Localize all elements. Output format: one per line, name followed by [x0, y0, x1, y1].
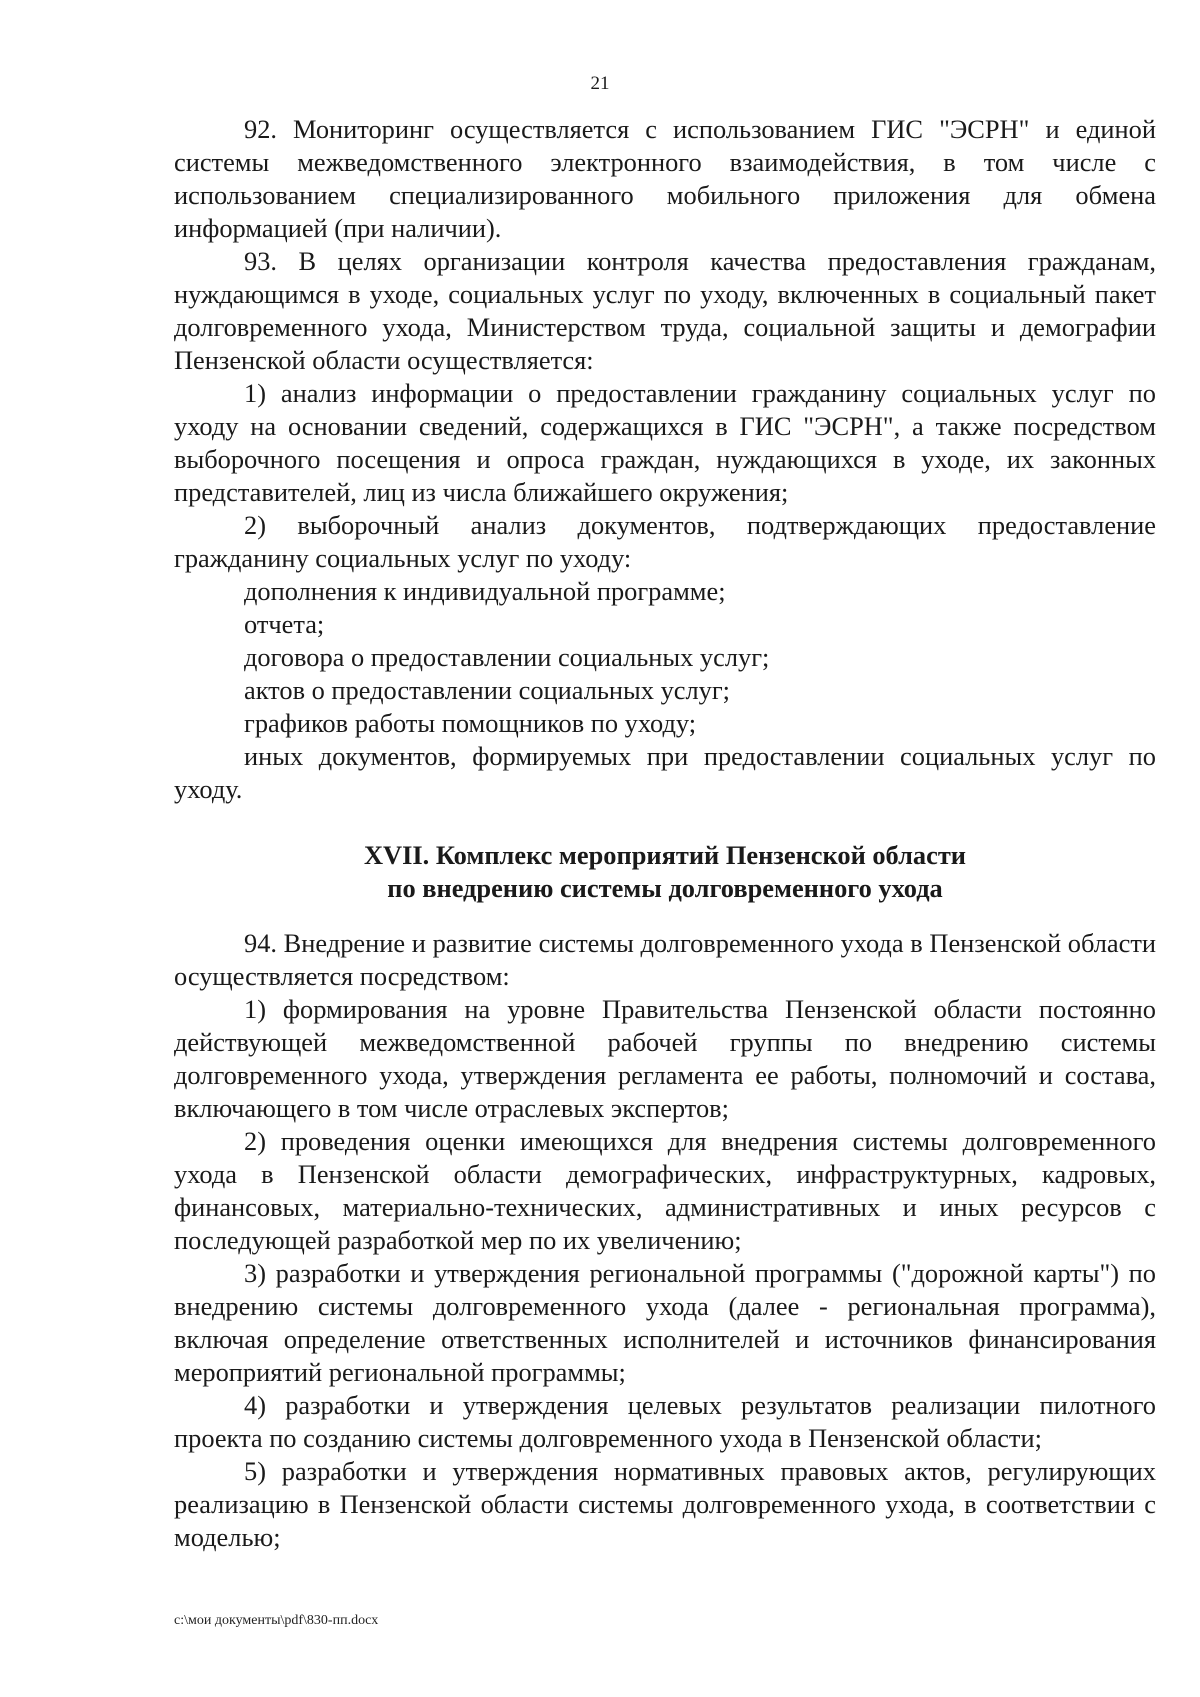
- paragraph-93-item-1: 1) анализ информации о предоставлении гражданину социальных услуг по уходу на основании сведений, содержащихся в ГИС "ЭСРН", а также посредством выборочного посещения и опроса граждан, нуждающихся в уходе, их законных представителей, лиц из числа ближайшего окружения;: [174, 378, 1156, 507]
- list-item: дополнения к индивидуальной программе;: [244, 576, 726, 606]
- page-number: 21: [590, 73, 610, 94]
- paragraph-93: 93. В целях организации контроля качества предоставления гражданам, нуждающимся в уходе, социальных услуг по уходу, включенных в социальный пакет долговременного ухода, Министерством труда, социальной защиты и демографии Пензенской области осуществляется:: [174, 246, 1156, 375]
- list-item: иных документов, формируемых при предоставлении социальных услуг по уходу.: [174, 741, 1156, 804]
- list-item: отчета;: [244, 609, 325, 639]
- paragraph-94-item-1: 1) формирования на уровне Правительства Пензенской области постоянно действующей межведомственной рабочей группы по внедрению системы долговременного ухода, утверждения регламента ее работы, полномочий и состава, включающего в том числе отраслевых экспертов;: [174, 994, 1156, 1123]
- section-heading: [174, 839, 1156, 905]
- paragraph-94: 94. Внедрение и развитие системы долговременного ухода в Пензенской области осуществляется посредством:: [174, 928, 1156, 991]
- paragraph-94-item-2: 2) проведения оценки имеющихся для внедрения системы долговременного ухода в Пензенской области демографических, инфраструктурных, кадровых, финансовых, материально-технических, административных и иных ресурсов с последующей разработкой мер по их увеличению;: [174, 1126, 1156, 1255]
- section-heading-line-2: по внедрению системы долговременного ухода: [387, 873, 943, 903]
- list-item: графиков работы помощников по уходу;: [244, 708, 697, 738]
- paragraph-94-item-4: 4) разработки и утверждения целевых результатов реализации пилотного проекта по созданию системы долговременного ухода в Пензенской области;: [174, 1390, 1156, 1453]
- paragraph-94-item-3: 3) разработки и утверждения региональной программы ("дорожной карты") по внедрению системы долговременного ухода (далее - региональная программа), включая определение ответственных исполнителей и источников финансирования мероприятий региональной программы;: [174, 1258, 1156, 1387]
- paragraph-92: 92. Мониторинг осуществляется с использованием ГИС "ЭСРН" и единой системы межведомственного электронного взаимодействия, в том числе с использованием специализированного мобильного приложения для обмена информацией (при наличии).: [174, 114, 1156, 243]
- footer-file-path: c:\мои документы\pdf\830-пп.docx: [174, 1613, 379, 1628]
- paragraph-94-item-5: 5) разработки и утверждения нормативных правовых актов, регулирующих реализацию в Пензенской области системы долговременного ухода, в соответствии с моделью;: [174, 1456, 1156, 1552]
- section-heading-line-1: XVII. Комплекс мероприятий Пензенской области: [364, 840, 966, 870]
- list-item: актов о предоставлении социальных услуг;: [244, 675, 731, 705]
- document-body: [174, 113, 1156, 1554]
- list-item: договора о предоставлении социальных услуг;: [244, 642, 770, 672]
- paragraph-93-item-2: 2) выборочный анализ документов, подтверждающих предоставление гражданину социальных услуг по уходу:: [174, 510, 1156, 573]
